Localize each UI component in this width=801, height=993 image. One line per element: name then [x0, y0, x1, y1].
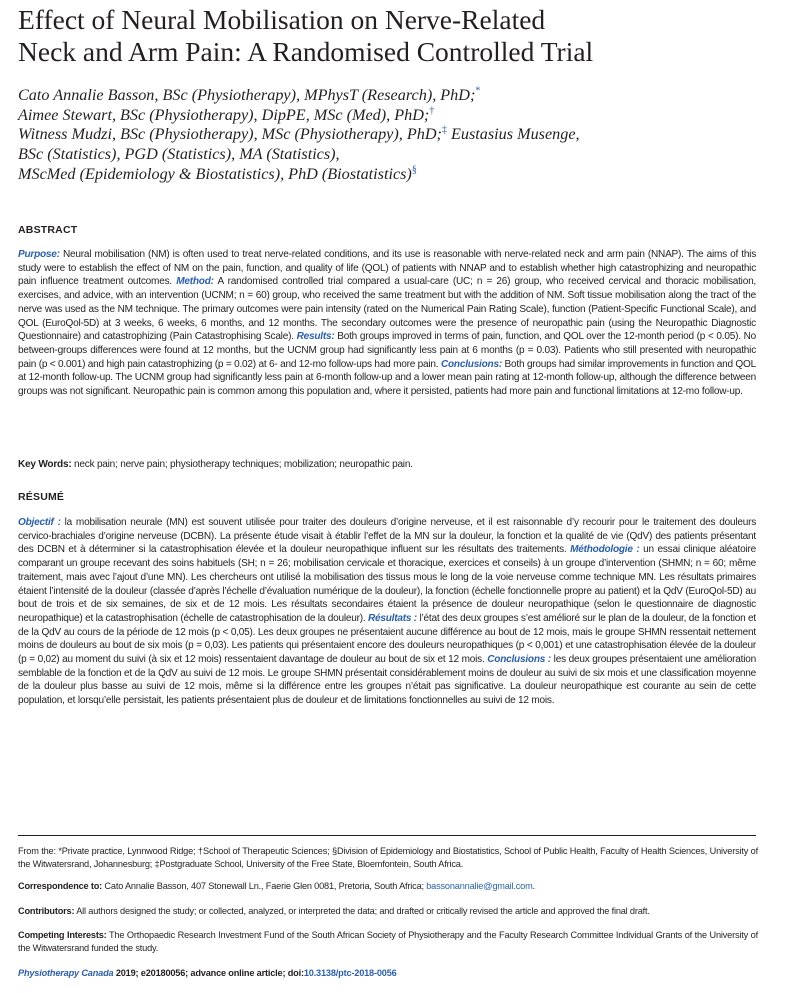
doi-link[interactable]: 10.3138/ptc-2018-0056 — [303, 968, 397, 978]
correspondence-text: Cato Annalie Basson, 407 Stonewall Ln., Faerie Glen 0081, Pretoria, South Africa; — [102, 881, 427, 891]
conclusions-text: Both groups had similar improvements in function and QOL at 12-month follow-up. The UCNM group had significantly less pain at 6-month follow-up and a lower mean pain rating at 12-month follow-up, although the difference between groups was not significant. Neuropathic pain is common among this population and, where it persisted, patients had more pain and functional limitations at 12-mo follow-up. — [18, 358, 756, 398]
author-line-3 — [18, 125, 778, 145]
competing-interests-label: Competing Interests: — [18, 930, 107, 940]
affiliation-mark-4[interactable]: § — [411, 164, 417, 176]
objectif-text: la mobilisation neurale (MN) est souvent utilisée pour traiter des douleurs d’origine nerveuse, et il est raisonnable d’y recourir pour le traitement des douleurs cervico-brachiales d’origine nerveuse (DCBN). La présente étude visait à établir l’effet de la MN sur la douleur, la fonction et la qualité de vie (QdV) des patients présentant des DCBN et à déterminer si la catastrophisation élevée et la douleur neuropathique influent sur les résultats des traitements. — [18, 517, 756, 556]
journal-name-link[interactable]: Physiotherapy Canada — [18, 968, 114, 978]
citation-text: 2019; e20180056; advance online article; doi: — [113, 968, 304, 978]
affiliation-mark-3[interactable]: ‡ — [441, 125, 447, 137]
resultats-text: l’état des deux groupes s’est amélioré sur le plan de la douleur, de la fonction et de la QdV au cours de la période de 12 mois (p < 0,05). Les deux groupes ne présentaient aucune différence au bout de 12 mois, mais le groupe SHMN ressentait nettement moins de douleurs au bout de six mois (p = 0,03). Les patients qui présentaient encore des douleurs neuropathiques (p < 0,001) et une catastrophisation élevée de la douleur (p = 0,02) au moment du suivi (à six et 12 mois) ressentaient davantage de douleur au bout de six et 12 mois. — [18, 612, 756, 666]
title-line-2: Neck and Arm Pain: A Randomised Controlled Trial — [18, 36, 594, 67]
author-line-5 — [18, 165, 778, 185]
author-list — [18, 86, 778, 185]
competing-interests-text: The Orthopaedic Research Investment Fund of the South African Society of Physiotherapy and the Faculty Research Committee Individual Grants of the University of the Witwatersrand funded the study. — [18, 930, 758, 953]
competing-interests-note — [18, 929, 758, 955]
resultats-label: Résultats : — [367, 612, 417, 624]
affiliation-mark-2[interactable]: † — [429, 105, 435, 117]
abstract-heading: ABSTRACT — [18, 224, 78, 236]
correspondence-end: . — [532, 881, 535, 891]
keywords-text: neck pain; nerve pain; physiotherapy techniques; mobilization; neuropathic pain. — [71, 459, 413, 470]
author-line-2 — [18, 106, 778, 126]
footer-divider — [18, 835, 756, 836]
resume-conclusions-text: les deux groupes présentaient une amélioration semblable de la fonction et de la QdV au suivi de 12 mois. Le groupe SHMN présentait considérablement moins de douleur au suivi de six mois et une classification moyenne de la douleur plus basse au suivi de 12 mois, même si la différence entre les groupes n’était pas significative. La douleur neuropathique est courante au sein de cette population, et lorsqu’elle persistait, les patients présentaient plus de douleur et de limitations fonctionnelles au suivi de 12 mois. — [18, 654, 756, 707]
author-3: Witness Mudzi, BSc (Physiotherapy), MSc (Physiotherapy), PhD; — [18, 125, 442, 144]
abstract-body — [18, 248, 756, 399]
keywords-label: Key Words: — [18, 459, 72, 470]
affiliation-mark-1[interactable]: * — [475, 85, 481, 97]
author-2: Aimee Stewart, BSc (Physiotherapy), DipPE, MSc (Med), PhD; — [18, 105, 430, 124]
conclusions-label: Conclusions: — [440, 358, 502, 370]
resume-conclusions-label: Conclusions : — [487, 654, 551, 666]
resume-body — [18, 516, 756, 708]
resume-heading: RÉSUMÉ — [18, 491, 65, 503]
methodologie-label: Méthodologie : — [570, 544, 640, 556]
contributors-text: All authors designed the study; or collected, analyzed, or interpreted the data; and drafted or critically revised the article and approved the final draft. — [74, 906, 650, 916]
author-line-4: BSc (Statistics), PGD (Statistics), MA (Statistics), — [18, 145, 340, 164]
citation-line — [18, 967, 758, 980]
purpose-text: Neural mobilisation (NM) is often used to treat nerve-related conditions, and its use is reasonable with nerve-related neck and arm pain (NNAP). The aims of this study were to establish the effect of NM on the pain, function, and quality of life (QOL) of patients with NNAP and to establish whether high catastrophizing and neuropathic pain influence treatment outcomes. — [18, 249, 756, 288]
purpose-label: Purpose: — [18, 249, 60, 260]
results-text: Both groups improved in terms of pain, function, and QOL over the 12-month period (p < 0.05). No between-groups differences were found at 12 months, but the UCNM group had significantly less pain at 6 months (p = 0.03). Patients who still presented with neuropathic pain (p < 0.001) and high pain catastrophizing (p = 0.02) at 6- and 12-mo follow-ups had more pain. — [18, 331, 756, 370]
objectif-label: Objectif : — [18, 517, 61, 528]
contributors-label: Contributors: — [18, 906, 75, 916]
author-4-degrees: MScMed (Epidemiology & Biostatistics), PhD (Biostatistics) — [18, 164, 412, 183]
method-text: A randomised controlled trial compared a usual-care (UC; n = 26) group, who received cervical and thoracic mobilisation, exercises, and advice, with an intervention (UCNM; n = 60) group, who received the same treatment but with the addition of NM. Soft tissue mobilisation along the tract of the nerve was used as the NM technique. The primary outcomes were pain intensity (rated on the Numerical Pain Rating Scale), function (Patient-Specific Functional Scale), and QOL (EuroQol-5D) at 3 weeks, 6 weeks, 6 months, and 12 months. The secondary outcomes were the presence of neuropathic pain (using the Neuropathic Diagnostic Questionnaire) and catastrophizing (Pain Catastrophising Scale). — [18, 276, 757, 343]
author-line-1 — [18, 86, 778, 106]
correspondence-note — [18, 880, 758, 893]
affiliations-note: From the: *Private practice, Lynnwood Ridge; †School of Therapeutic Sciences; §Division of Epidemiology and Biostatistics, School of Public Health, Faculty of Health Sciences, University of the Witwatersrand, Johannesburg; ‡Postgraduate School, University of the Free State, Bloemfontein, South Africa. — [18, 846, 758, 869]
author-1: Cato Annalie Basson, BSc (Physiotherapy), MPhysT (Research), PhD; — [18, 86, 476, 104]
method-label: Method: — [176, 276, 214, 288]
contributors-note — [18, 905, 758, 918]
methodologie-text: un essai clinique aléatoire comparant un groupe recevant des soins habituels (SH; n = 26; mobilisation cervicale et thoracique, exercices et conseils) à un groupe d’intervention (SHMN; n = 60; même traitement, mais avec l’ajout d’une MN). Les chercheurs ont utilisé la mobilisation des tissus mous le long de la voie nerveuse comme technique MN. Les résultats primaires étaient l’intensité de la douleur (classée d’après l’échelle d’évaluation numérique de la douleur), la fonction (échelle fonctionnelle propre au patient) et la QdV (EuroQol-5D) au bout de trois et de six semaines, de six et de 12 mois. Les résultats secondaires étaient la présence de douleur neuropathique (selon le questionnaire de diagnostic neuropathique) et la catastrophisation (échelle de catastrophisation de la douleur). — [18, 544, 756, 624]
author-4-name: Eustasius Musenge, — [446, 125, 580, 144]
results-label: Results: — [296, 331, 335, 343]
correspondence-label: Correspondence to: — [18, 881, 103, 891]
correspondence-email-link[interactable]: bassonannalie@gmail.com — [426, 881, 533, 891]
keywords — [18, 458, 756, 472]
article-title — [18, 4, 778, 68]
title-line-1: Effect of Neural Mobilisation on Nerve-Related — [18, 4, 546, 35]
